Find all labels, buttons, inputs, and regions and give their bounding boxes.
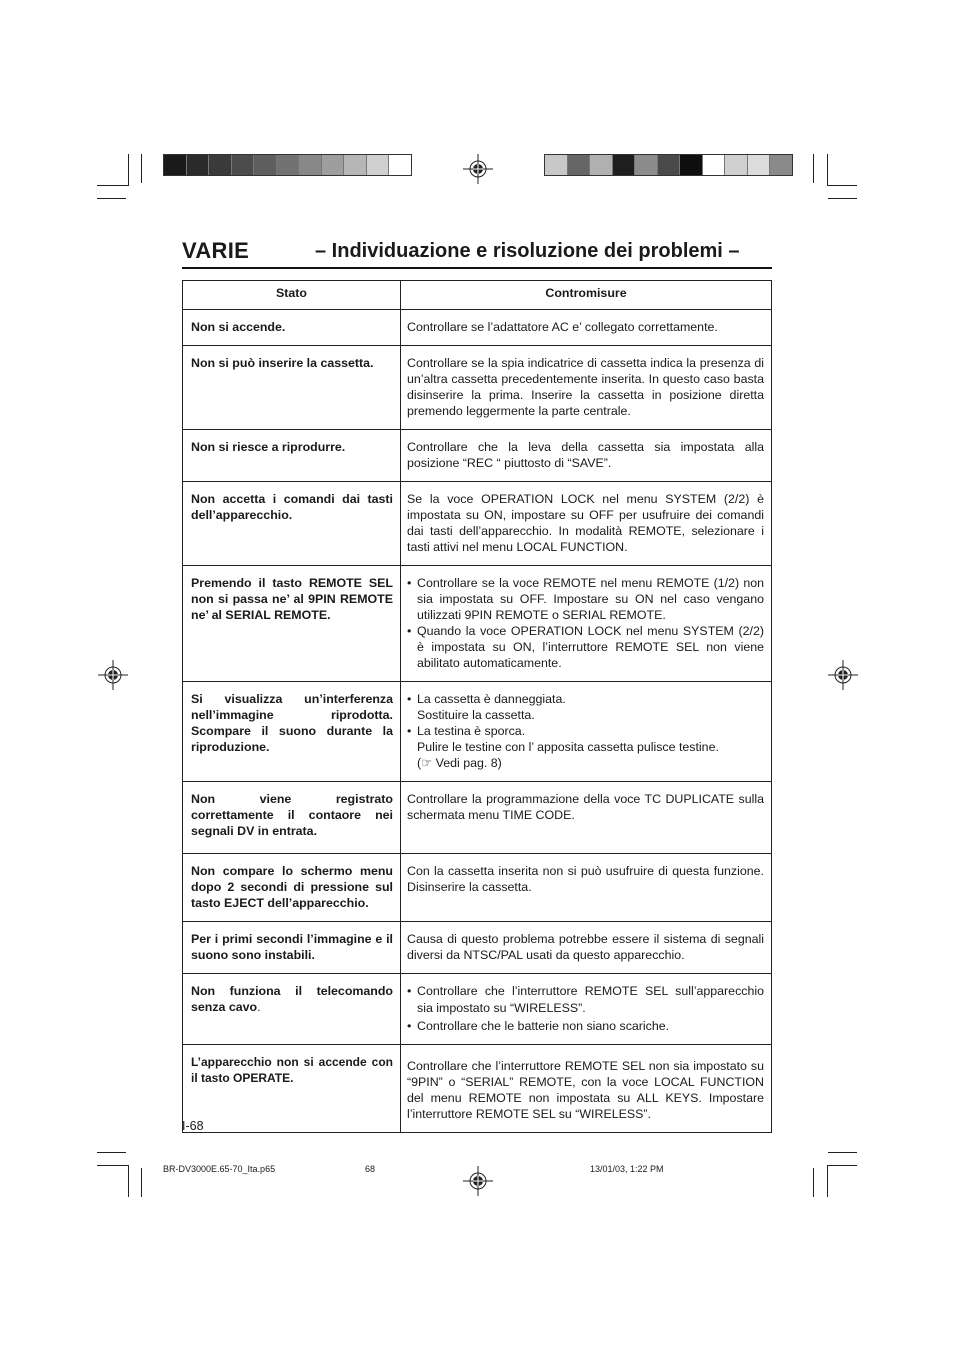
sheet-number: 68 <box>365 1164 376 1174</box>
color-swatch <box>590 155 613 175</box>
table-row <box>183 782 772 854</box>
bullet-item: • Quando la voce OPERATION LOCK nel menu SYSTEM (2/2) è impostata su ON, l’interruttore REMOTE SEL non viene abilitato automaticamente. <box>407 624 764 670</box>
crop-mark <box>828 1152 857 1153</box>
table-row <box>183 346 772 430</box>
color-swatch <box>568 155 591 175</box>
bullet-item: • Controllare se la voce REMOTE nel menu REMOTE (1/2) non sia impostata su OFF. Impostare su ON nel caso vengano utilizzati 9PIN REMOTE o SERIAL REMOTE. <box>407 576 764 622</box>
page-header <box>182 236 772 270</box>
bullet-item: • La cassetta è danneggiata. <box>407 691 764 707</box>
color-swatch <box>658 155 681 175</box>
cell-stato <box>183 974 401 1045</box>
cell-stato: Non si può inserire la cassetta. <box>183 346 401 430</box>
crop-mark <box>97 1152 126 1153</box>
registration-mark-icon <box>98 660 128 690</box>
color-swatch <box>680 155 703 175</box>
crop-mark <box>97 198 126 199</box>
table-header-row <box>183 281 772 310</box>
table-row <box>183 974 772 1045</box>
cell-stato: Non si accende. <box>183 310 401 346</box>
table-row <box>183 482 772 566</box>
color-swatch <box>232 155 255 175</box>
color-swatch <box>344 155 367 175</box>
table-row <box>183 922 772 974</box>
column-header-contromisure: Contromisure <box>401 281 772 310</box>
cell-contromisure: Controllare se l’adattatore AC e’ collegato correttamente. <box>401 310 772 346</box>
crop-mark <box>97 185 129 186</box>
table-row <box>183 682 772 782</box>
column-header-stato: Stato <box>183 281 401 310</box>
cell-stato: Si visualizza un’interferenza nell’immagine riprodotta. Scompare il suono durante la riproduzione. <box>183 682 401 782</box>
color-swatch <box>389 155 411 175</box>
crop-mark <box>827 185 857 186</box>
cell-contromisure: Controllare che la leva della cassetta sia impostata alla posizione “REC “ piuttosto di “SAVE”. <box>401 430 772 482</box>
registration-mark-icon <box>463 154 493 184</box>
crop-mark <box>827 1165 857 1166</box>
bullet-text: Controllare che le batterie non siano scariche. <box>417 1019 670 1033</box>
cell-stato: Non si riesce a riprodurre. <box>183 430 401 482</box>
cell-contromisure: Se la voce OPERATION LOCK nel menu SYSTEM (2/2) è impostata su ON, impostare su OFF per usufruire dei comandi dai tasti dell’apparecchio. In modalità REMOTE, selezionare i tasti attivi nel menu LOCAL FUNCTION. <box>401 482 772 566</box>
color-swatch <box>725 155 748 175</box>
cell-contromisure: Controllare se la spia indicatrice di cassetta indica la presenza di un’altra cassetta precedentemente inserita. In questo caso basta disinserire la prima. Inserire la cassetta in posizione diretta premendo leggermente la parte centrale. <box>401 346 772 430</box>
table-row <box>183 854 772 922</box>
table-row <box>183 310 772 346</box>
color-swatch <box>545 155 568 175</box>
registration-mark-icon <box>463 1166 493 1196</box>
page-title: – Individuazione e risoluzione dei problemi – <box>315 240 740 262</box>
file-name: BR-DV3000E.65-70_Ita.p65 <box>163 1164 276 1174</box>
bullet-item: • La testina è sporca. <box>407 723 764 739</box>
color-calibration-bar-right <box>544 154 793 176</box>
bullet-continuation: Pulire le testine con l’ apposita cassetta pulisce testine. <box>417 740 719 754</box>
color-swatch <box>187 155 210 175</box>
bullet-text: Quando la voce OPERATION LOCK nel menu SYSTEM (2/2) è impostata su ON, l’interruttore REMOTE SEL non viene abilitato automaticamente. <box>417 624 764 670</box>
color-swatch <box>613 155 636 175</box>
color-swatch <box>277 155 300 175</box>
cell-contromisure: Causa di questo problema potrebbe essere il sistema di segnali diversi da NTSC/PAL usati da questo apparecchio. <box>401 922 772 974</box>
crop-mark <box>828 198 857 199</box>
page-number: I-68 <box>182 1119 204 1133</box>
color-swatch <box>164 155 187 175</box>
color-swatch <box>254 155 277 175</box>
troubleshooting-table <box>182 280 772 1133</box>
color-swatch <box>703 155 726 175</box>
stato-text: Non funziona il telecomando senza cavo <box>191 984 393 1014</box>
color-swatch <box>635 155 658 175</box>
crop-mark <box>141 1168 142 1197</box>
crop-mark <box>97 1165 129 1166</box>
table-row <box>183 566 772 682</box>
cell-contromisure: Controllare che l’interruttore REMOTE SEL non sia impostato su “9PIN” o “SERIAL” REMOTE, con la voce LOCAL FUNCTION del menu REMOTE non impostata su ALL KEYS. Impostare l’interruttore REMOTE SEL su “WIRELESS”. <box>401 1045 772 1133</box>
page-reference: (☞ Vedi pag. 8) <box>417 756 502 770</box>
bullet-text: Controllare che l’interruttore REMOTE SEL sull’apparecchio sia impostato su “WIRELESS”. <box>417 984 764 1015</box>
print-timestamp: 13/01/03, 1:22 PM <box>590 1164 664 1174</box>
cell-contromisure <box>401 566 772 682</box>
cell-contromisure: Controllare la programmazione della voce TC DUPLICATE sulla schermata menu TIME CODE. <box>401 782 772 854</box>
cell-stato: Per i primi secondi l’immagine e il suono sono instabili. <box>183 922 401 974</box>
header-rule <box>182 267 772 269</box>
table-row <box>183 1045 772 1133</box>
cell-stato: Non accetta i comandi dai tasti dell’apparecchio. <box>183 482 401 566</box>
color-swatch <box>322 155 345 175</box>
bullet-text: La cassetta è danneggiata. <box>417 692 566 706</box>
table-row <box>183 430 772 482</box>
color-swatch <box>299 155 322 175</box>
registration-mark-icon <box>828 660 858 690</box>
bullet-item: • Controllare che l’interruttore REMOTE SEL sull’apparecchio sia impostato su “WIRELESS”. <box>407 984 764 1015</box>
color-swatch <box>748 155 771 175</box>
crop-mark <box>813 1168 814 1197</box>
cell-stato: Non viene registrato correttamente il contaore nei segnali DV in entrata. <box>183 782 401 854</box>
cell-stato: Non compare lo schermo menu dopo 2 secondi di pressione sul tasto EJECT dell’apparecchio. <box>183 854 401 922</box>
color-swatch <box>770 155 792 175</box>
cell-contromisure <box>401 682 772 782</box>
crop-mark <box>128 154 129 186</box>
bullet-item: • Controllare che le batterie non siano scariche. <box>407 1018 764 1034</box>
color-calibration-bar-left <box>163 154 412 176</box>
bullet-text: La testina è sporca. <box>417 724 526 738</box>
cell-stato: L’apparecchio non si accende con il tasto OPERATE. <box>183 1045 401 1133</box>
crop-mark <box>813 154 814 183</box>
color-swatch <box>209 155 232 175</box>
crop-mark <box>827 1165 828 1197</box>
crop-mark <box>128 1165 129 1197</box>
color-swatch <box>367 155 390 175</box>
cell-contromisure <box>401 974 772 1045</box>
crop-mark <box>827 154 828 186</box>
section-name: VARIE <box>182 238 250 263</box>
cell-contromisure: Con la cassetta inserita non si può usufruire di questa funzione. Disinserire la cassetta. <box>401 854 772 922</box>
crop-mark <box>141 154 142 183</box>
bullet-continuation: Sostituire la cassetta. <box>417 708 535 722</box>
bullet-text: Controllare se la voce REMOTE nel menu REMOTE (1/2) non sia impostata su OFF. Impostare su ON nel caso vengano utilizzati 9PIN REMOTE o SERIAL REMOTE. <box>417 576 764 622</box>
stato-suffix: . <box>257 1000 261 1014</box>
cell-stato: Premendo il tasto REMOTE SEL non si passa ne’ al 9PIN REMOTE ne’ al SERIAL REMOTE. <box>183 566 401 682</box>
